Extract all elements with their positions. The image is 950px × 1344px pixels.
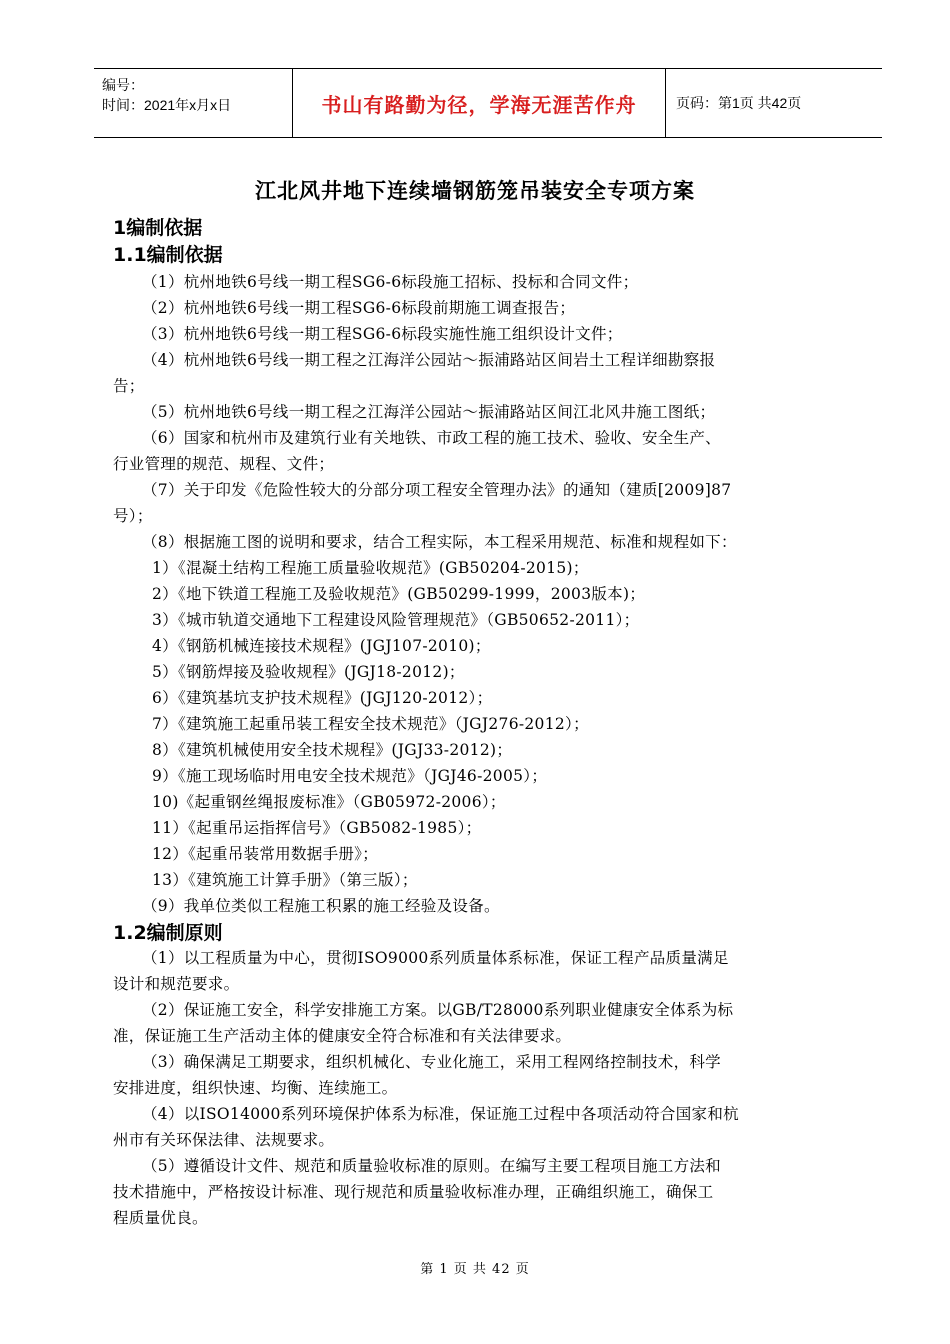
principle-line: （3）确保满足工期要求，组织机械化、专业化施工，采用工程网络控制技术，科学 [142,1053,721,1071]
basis-line: （3）杭州地铁6号线一期工程SG6-6标段实施性施工组织设计文件； [142,325,623,343]
standard-item: 5）《钢筋焊接及验收规程》(JGJ18-2012)； [152,663,465,681]
basis-line: 告； [113,377,145,395]
section-heading-1-1: 1.1编制依据 [113,244,223,266]
basis-line: （2）杭州地铁6号线一期工程SG6-6标段前期施工调查报告； [142,299,576,317]
page-footer: 第 1 页 共 42 页 [420,1262,530,1277]
principle-line: （2）保证施工安全，科学安排施工方案。以GB/T28000系列职业健康安全体系为标 [142,1001,734,1019]
basis-line: （4）杭州地铁6号线一期工程之江海洋公园站～振浦路站区间岩土工程详细勘察报 [142,351,716,369]
number-label: 编号： [102,77,144,93]
page-header [94,68,882,138]
standard-item: 6）《建筑基坑支护技术规程》(JGJ120-2012）； [152,689,493,707]
principle-line: 州市有关环保法律、法规要求。 [113,1131,335,1149]
principle-line: 技术措施中，严格按设计标准、现行规范和质量验收标准办理，正确组织施工，确保工 [113,1183,714,1201]
principle-line: 设计和规范要求。 [113,975,240,993]
standard-item: 8）《建筑机械使用安全技术规程》(JGJ33-2012)； [152,741,513,759]
standard-item: 11）《起重吊运指挥信号》（GB5082-1985）； [152,819,482,837]
basis-line: （1）杭州地铁6号线一期工程SG6-6标段施工招标、投标和合同文件； [142,273,639,291]
standard-item: 10)《起重钢丝绳报废标准》（GB05972-2006）； [152,793,506,811]
time-label: 时间：2021年x月x日 [102,97,232,113]
principle-line: 程质量优良。 [113,1209,208,1227]
principle-line: （5）遵循设计文件、规范和质量验收标准的原则。在编写主要工程项目施工方法和 [142,1157,721,1175]
standard-item: 3）《城市轨道交通地下工程建设风险管理规范》（GB50652-2011）； [152,611,640,629]
basis-line: （9）我单位类似工程施工积累的施工经验及设备。 [142,897,500,915]
standard-item: 1）《混凝土结构工程施工质量验收规范》(GB50204-2015)； [152,559,589,577]
document-title: 江北风井地下连续墙钢筋笼吊装安全专项方案 [255,179,695,203]
basis-line: （5）杭州地铁6号线一期工程之江海洋公园站～振浦路站区间江北风井施工图纸； [142,403,716,421]
header-page-info: 页码：第1页 共42页 [676,95,802,111]
standard-item: 9）《施工现场临时用电安全技术规范》（JGJ46-2005）； [152,767,548,785]
principle-line: 安排进度，组织快速、均衡、连续施工。 [113,1079,398,1097]
basis-line: （7）关于印发《危险性较大的分部分项工程安全管理办法》的通知（建质[2009]87 [142,481,732,499]
standard-item: 7）《建筑施工起重吊装工程安全技术规范》（JGJ276-2012）； [152,715,589,733]
header-meta [94,69,293,137]
header-motto: 书山有路勤为径，学海无涯苦作舟 [293,69,666,137]
basis-line: 号）； [113,507,153,525]
standard-item: 2）《地下铁道工程施工及验收规范》(GB50299-1999，2003版本)； [152,585,646,603]
basis-line: 行业管理的规范、规程、文件； [113,455,335,473]
section-heading-1: 1编制依据 [113,217,203,239]
section-heading-1-2: 1.2编制原则 [113,922,223,944]
standard-item: 13）《建筑施工计算手册》（第三版）； [152,871,418,889]
standard-item: 4）《钢筋机械连接技术规程》(JGJ107-2010)； [152,637,491,655]
principle-line: （1）以工程质量为中心，贯彻ISO9000系列质量体系标准，保证工程产品质量满足 [142,949,729,967]
principle-line: （4）以ISO14000系列环境保护体系为标准，保证施工过程中各项活动符合国家和杭 [142,1105,739,1123]
basis-line: （8）根据施工图的说明和要求，结合工程实际，本工程采用规范、标准和规程如下： [142,533,737,551]
basis-line: （6）国家和杭州市及建筑行业有关地铁、市政工程的施工技术、验收、安全生产、 [142,429,721,447]
principle-line: 准，保证施工生产活动主体的健康安全符合标准和有关法律要求。 [113,1027,572,1045]
standard-item: 12）《起重吊装常用数据手册》； [152,845,379,863]
